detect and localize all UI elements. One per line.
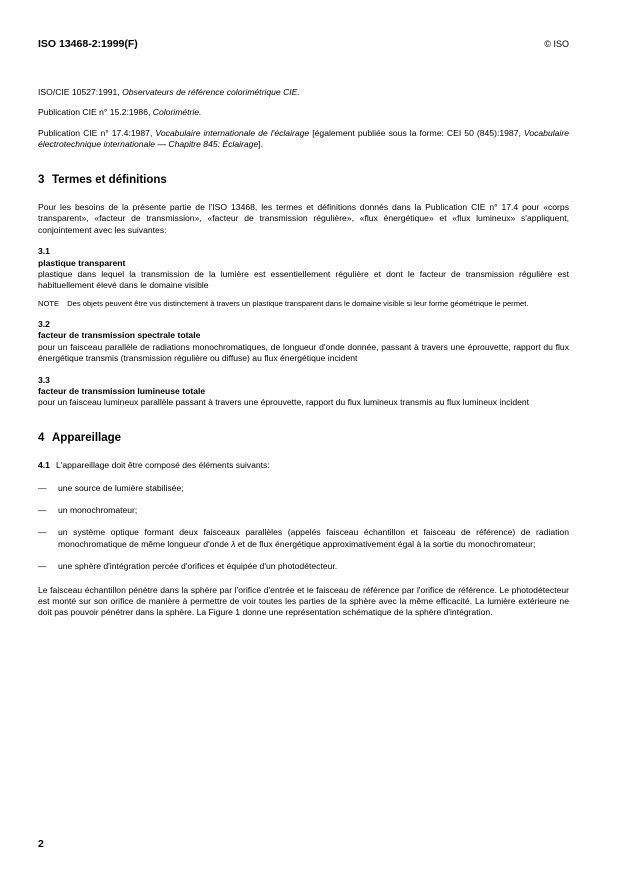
document-body [38, 87, 569, 619]
term-3-3-name: facteur de transmission lumineuse totale [38, 385, 206, 396]
page-number: 2 [38, 838, 44, 850]
list-item-integrating-sphere: — une sphère d'intégration percée d'orifices et équipée d'un photodétecteur. [38, 561, 338, 572]
term-3-2-definition: pour un faisceau parallèle de radiations monochromatiques, de longueur d'onde donnée, passant à travers une éprouvette, rapport du flux énergétique transmis (transmission régulière ou diffuse) au flux énergétique incident [38, 341, 569, 364]
term-3-1-note: NOTE Des objets peuvent être vus distinctement à travers un plastique transparent dans le domaine visible si leur forme géométrique le permet. [38, 298, 529, 308]
header-copyright: © ISO [544, 39, 569, 49]
term-3-2-number: 3.2 [38, 318, 50, 329]
term-3-1-number: 3.1 [38, 246, 50, 257]
list-item-monochromator: — un monochromateur; [38, 504, 138, 515]
reference-2: Publication CIE n° 15.2:1986, Colorimétrie. [38, 107, 202, 118]
section-3-heading: 3 Termes et définitions [38, 173, 167, 186]
list-item-light-source: — une source de lumière stabilisée; [38, 482, 184, 493]
section-4-heading: 4 Appareillage [38, 431, 122, 444]
document-header-title: ISO 13468-2:1999(F) [38, 38, 138, 50]
subclause-4-1: 4.1 L'appareillage doit être composé des éléments suivants: [38, 460, 270, 471]
term-3-1-definition: plastique dans lequel la transmission de la lumière est essentiellement régulière et dont le facteur de transmission régulière est habituellement élevé dans le domaine visible [38, 269, 569, 291]
term-3-3-definition: pour un faisceau lumineux parallèle passant à travers une éprouvette, rapport du flux lumineux transmis au flux lumineux incident [38, 397, 530, 408]
list-item-optical-system: — un système optique formant deux faisceaux parallèles (appelés faisceau échantillon et faisceau de référence) de radiation monochromatique de même longueur d'onde λ et de flux énergétique approximativement égal à la sortie du monochromateur; [38, 527, 569, 549]
reference-1: ISO/CIE 10527:1991, Observateurs de référence colorimétrique CIE. [38, 87, 300, 97]
section-3-intro: Pour les besoins de la présente partie de l'ISO 13468, les termes et définitions donnés dans la Publication CIE n° 17.4 pour «corps transparent», «facteur de transmission», «facteur de transmission régulière», «flux énergétique» et «flux lumineux» s'appliquent, conjointement avec les suivantes: [38, 202, 569, 235]
term-3-2-name: facteur de transmission spectrale totale [38, 330, 201, 341]
section-4-paragraph: Le faisceau échantillon pénètre dans la sphère par l'orifice d'entrée et le faisceau de référence par l'orifice de référence. Le photodétecteur est monté sur son orifice de manière à permettre de voir toutes les parties de la sphère avec la même efficacité. La lumière extérieure ne doit pas pouvoir pénétrer dans la sphère. La Figure 1 donne une représentation schématique de la sphère d'intégration. [38, 584, 569, 618]
reference-3: Publication CIE n° 17.4:1987, Vocabulaire internationale de l'éclairage [également publiée sous la forme: CEI 50 (845):1987, Vocabulaire électrotechnique internationale — Chapitre 845: Éclairage]. [38, 127, 569, 150]
term-3-1-name: plastique transparent [38, 257, 126, 268]
term-3-3-number: 3.3 [38, 374, 50, 385]
